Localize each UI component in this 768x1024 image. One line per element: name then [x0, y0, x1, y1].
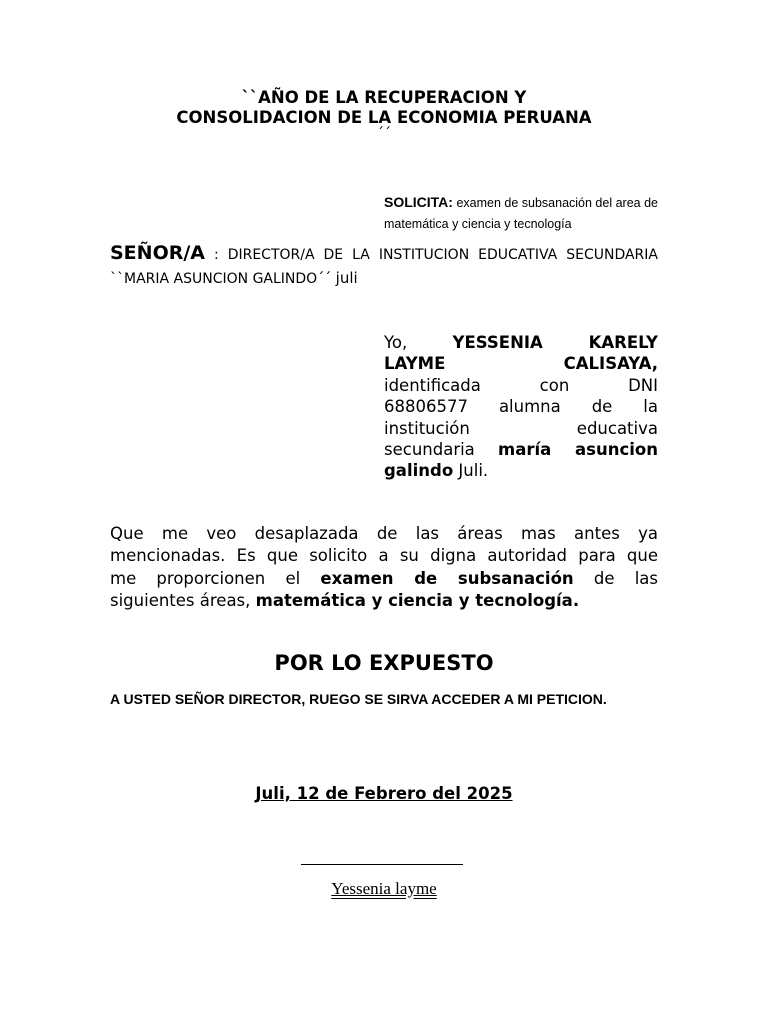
exam-emphasis: examen de subsanación — [320, 568, 574, 588]
intro-city: Juli. — [458, 461, 489, 481]
intro-line — [384, 439, 658, 460]
date-text: Juli, 12 de Febrero del 2025 — [255, 784, 513, 803]
header-title-line-1: ``AÑO DE LA RECUPERACION Y — [241, 88, 527, 107]
paragraph-line — [110, 590, 658, 612]
intro-line: 68806577 alumna de la — [384, 397, 658, 417]
signature-line — [301, 846, 463, 865]
signature-name: Yessenia layme — [331, 879, 437, 898]
addressee-separator: : — [205, 247, 228, 263]
solicita-block — [384, 192, 658, 235]
solicita-label: SOLICITA: — [384, 194, 453, 210]
intro-line — [384, 460, 658, 481]
addressee-label: SEÑOR/A — [110, 242, 205, 264]
request-paragraph — [110, 523, 658, 612]
school-name-part-2: galindo — [384, 461, 454, 481]
date-line — [110, 783, 658, 805]
applicant-name-part-2: LAYME CALISAYA, — [384, 354, 658, 374]
signature-block — [110, 878, 658, 900]
addressee-block — [110, 242, 658, 291]
solicita-text: examen de subsanación del area de matemática y ciencia y tecnología — [384, 196, 658, 231]
closing-heading: POR LO EXPUESTO — [274, 651, 494, 675]
addressee-text: DIRECTOR/A DE LA INSTITUCION EDUCATIVA SECUNDARIA ``MARIA ASUNCION GALINDO´´ — [110, 247, 658, 287]
paragraph-text: de las — [593, 568, 659, 588]
intro-line: identificada con DNI — [384, 375, 658, 395]
paragraph-text: me proporcionen el — [110, 568, 301, 588]
intro-line: institución educativa — [384, 418, 658, 438]
paragraph-text: siguientes áreas, — [110, 590, 251, 610]
closing-request: A USTED SEÑOR DIRECTOR, RUEGO SE SIRVA ACCEDER A MI PETICION. — [110, 691, 607, 707]
applicant-name-part-1: YESSENIA KARELY — [452, 333, 659, 352]
intro-line — [384, 332, 658, 353]
header-title-line-2: CONSOLIDACION DE LA ECONOMIA PERUANA — [176, 108, 592, 127]
applicant-intro — [384, 332, 658, 482]
header-title-line-3: ´´ — [377, 126, 391, 142]
paragraph-line: mencionadas. Es que solicito a su digna autoridad para que — [110, 546, 658, 566]
paragraph-line: Que me veo desaplazada de las áreas mas antes ya — [110, 524, 658, 543]
paragraph-line — [110, 568, 658, 590]
addressee-place: juli — [335, 269, 358, 287]
intro-secundaria: secundaria — [384, 440, 475, 460]
areas-emphasis: matemática y ciencia y tecnología. — [255, 590, 580, 610]
school-name-part-1: maría asuncion — [498, 440, 658, 460]
intro-yo: Yo, — [384, 333, 408, 352]
intro-line — [384, 353, 658, 374]
